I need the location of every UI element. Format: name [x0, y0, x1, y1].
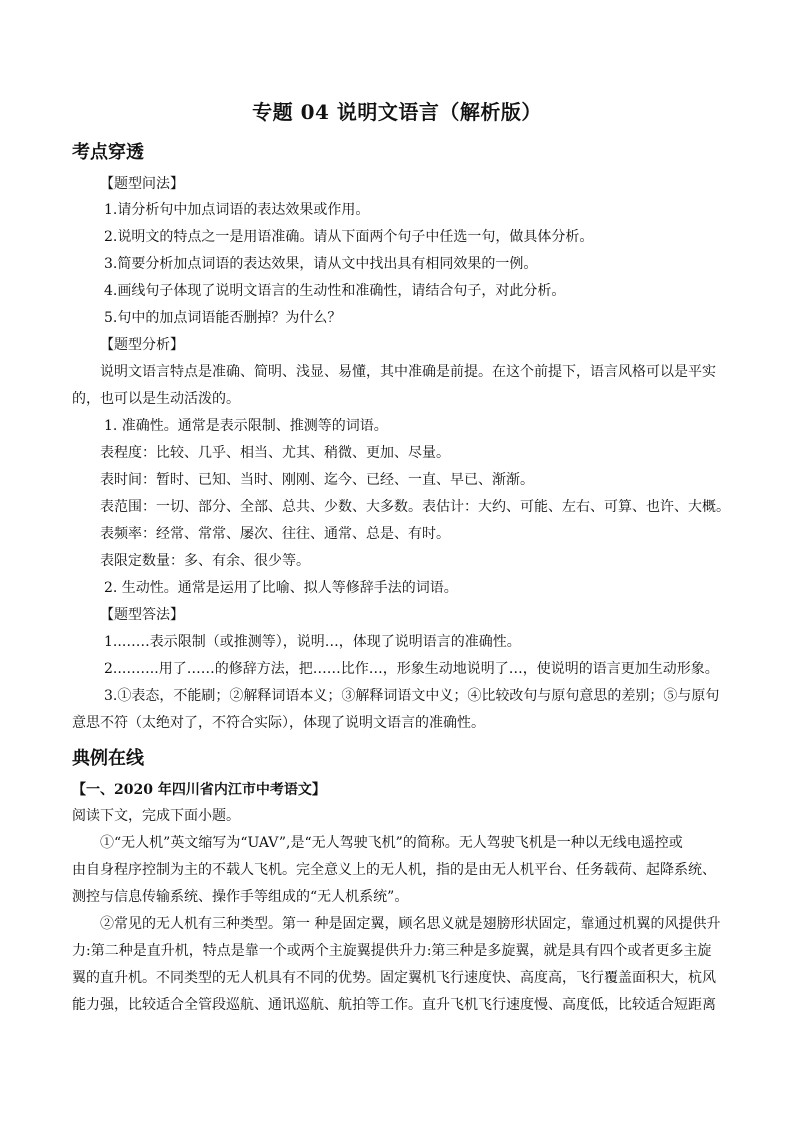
- analysis-list-item: 表限定数量：多、有余、很少等。: [100, 553, 310, 569]
- analysis-list-item: 表时间：暂时、已知、当时、刚刚、迄今、已经、一直、早已、渐渐。: [100, 472, 534, 488]
- analysis-paragraph-line: 说明文语言特点是准确、简明、浅显、易懂，其中准确是前提。在这个前提下，语言风格可以是平实: [100, 364, 716, 380]
- question-item: 3.简要分析加点词语的表达效果，请从文中找出具有相同效果的一例。: [104, 256, 538, 272]
- analysis-heading: 【题型分析】: [100, 337, 184, 353]
- section-heading-kaodian: 考点穿透: [72, 142, 144, 163]
- answer-method-heading: 【题型答法】: [100, 607, 184, 623]
- passage-line: ①“无人机”英文缩写为“UAV”,是“无人驾驶飞机”的简称。无人驾驶飞机是一种以无线电遥控或: [100, 835, 683, 851]
- analysis-paragraph-line: 的，也可以是生动活泼的。: [72, 391, 240, 407]
- analysis-list-item: 表频率：经常、常常、屡次、往往、通常、总是、有时。: [100, 526, 450, 542]
- passage-line: 能力强，比较适合全管段巡航、通讯巡航、航拍等工作。直升飞机飞行速度慢、高度低，比较适合短距离: [72, 997, 716, 1013]
- passage-line: 力:第二种是直升机，特点是靠一个或两个主旋翼提供升力:第三种是多旋翼，就是具有四个或者更多主旋: [72, 943, 712, 959]
- question-item: 5.句中的加点词语能否删掉？为什么？: [104, 310, 342, 326]
- passage-line: ②常见的无人机有三种类型。第一 种是固定翼，顾名思义就是翅膀形状固定，靠通过机翼的风提供升: [100, 916, 721, 932]
- answer-method-item: 2..……..用了……的修辞方法，把……比作…，形象生动地说明了…，使说明的语言更加生动形象。: [104, 661, 719, 677]
- analysis-point-accuracy: 1. 准确性。通常是表示限制、推测等的词语。: [104, 418, 388, 434]
- analysis-list-item: 表范围：一切、部分、全部、总共、少数、大多数。表估计：大约、可能、左右、可算、也许、大概。: [100, 499, 730, 515]
- example-source: 【一、2020 年四川省内江市中考语文】: [72, 782, 326, 798]
- passage-line: 由自身程序控制为主的不载人飞机。完全意义上的无人机，指的是由无人机平台、任务载荷、起降系统、: [72, 862, 716, 878]
- answer-method-item-cont: 意思不符（太绝对了，不符合实际），体现了说明文语言的准确性。: [72, 715, 485, 731]
- example-intro: 阅读下文，完成下面小题。: [72, 808, 240, 824]
- passage-line: 翼的直升机。不同类型的无人机具有不同的优势。固定翼机飞行速度快、高度高，飞行覆盖面积大，杭风: [72, 970, 716, 986]
- analysis-point-vividness: 2. 生动性。通常是运用了比喻、拟人等修辞手法的词语。: [104, 580, 458, 596]
- question-item: 4.画线句子体现了说明文语言的生动性和准确性，请结合句子，对此分析。: [104, 283, 566, 299]
- answer-method-item: 3.①表态，不能刷；②解释词语本义；③解释词语文中义；④比较改句与原句意思的差别；⑤与原句: [104, 688, 720, 704]
- question-item: 2.说明文的特点之一是用语准确。请从下面两个句子中任选一句，做具体分析。: [104, 229, 594, 245]
- question-type-heading: 【题型问法】: [100, 176, 184, 192]
- page-title: 专题 04 说明文语言（解析版）: [252, 100, 542, 124]
- answer-method-item: 1..……表示限制（或推测等），说明…，体现了说明语言的准确性。: [104, 634, 521, 650]
- section-heading-dianli: 典例在线: [72, 748, 144, 769]
- question-item: 1.请分析句中加点词语的表达效果或作用。: [104, 202, 370, 218]
- analysis-list-item: 表程度：比较、几乎、相当、尤其、稍微、更加、尽量。: [100, 445, 450, 461]
- passage-line: 测控与信息传输系统、操作手等组成的“无人机系统”。: [72, 889, 409, 905]
